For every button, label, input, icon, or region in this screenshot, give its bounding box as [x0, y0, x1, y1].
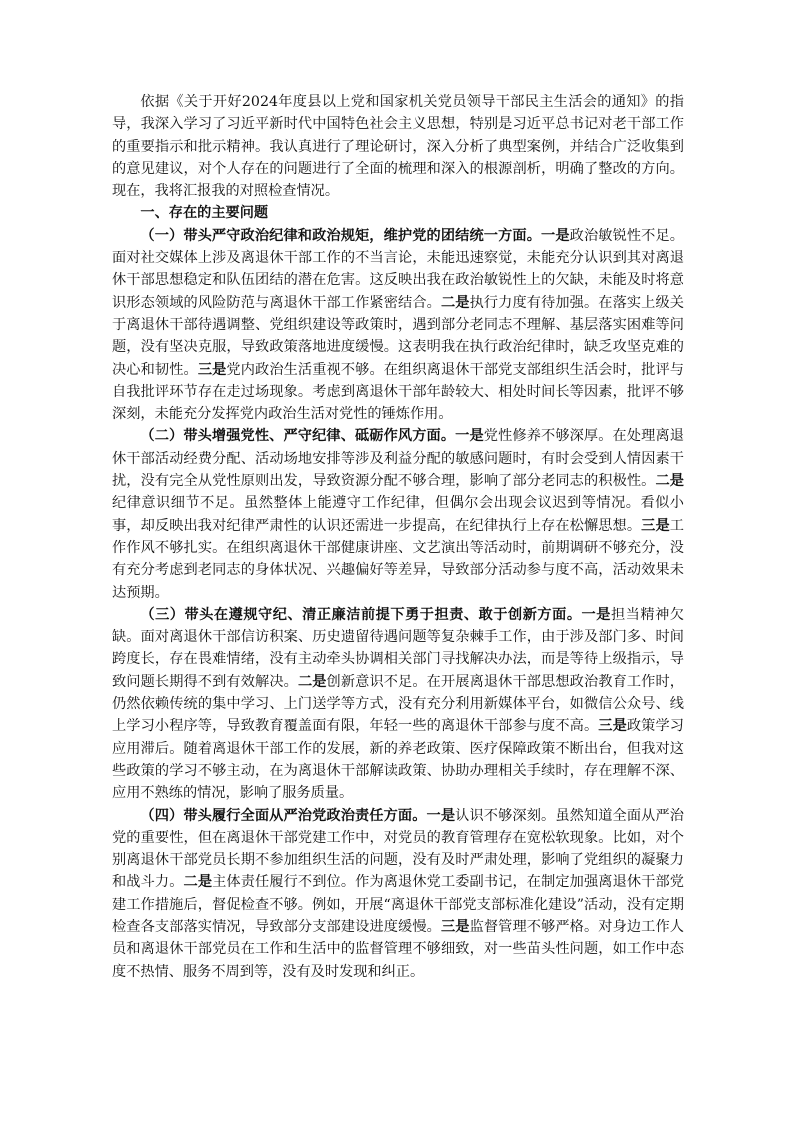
- section-3-paragraph: [112, 604, 684, 805]
- section-2-point-2-lead: 二是: [655, 473, 684, 490]
- section-4-paragraph: [112, 805, 684, 983]
- section-4-point-3-lead: 三是: [440, 918, 470, 935]
- document-page: [112, 91, 684, 983]
- section-1-point-3-text: 党内政治生活重视不够。在组织离退休干部党支部组织生活会时，批评与自我批评环节存在走过场现象。考虑到离退休干部年龄较大、相处时间长等因素，批评不够深刻，未能充分发挥党内政治生活对党性的锤炼作用。: [112, 361, 684, 423]
- section-1-point-2-lead: 二是: [440, 294, 470, 311]
- section-2-point-1-text: 党性修养不够深厚。在处理离退休干部活动经费分配、活动场地安排等涉及利益分配的敏感问题时，有时会受到人情因素干扰，没有完全从党性原则出发，导致资源分配不够合理，影响了部分老同志的积极性。: [112, 428, 684, 490]
- section-3-title: （三）带头在遵规守纪、清正廉洁前提下勇于担责、敢于创新方面。: [140, 606, 582, 623]
- section-heading: 一、存在的主要问题: [140, 205, 269, 222]
- section-2-point-3-lead: 三是: [641, 517, 670, 534]
- section-4-point-3-text: 监督管理不够严格。对身边工作人员和离退休干部党员在工作和生活中的监督管理不够细致，对一些苗头性问题，如工作中态度不热情、服务不周到等，没有及时发现和纠正。: [112, 918, 684, 980]
- section-3-point-3-lead: 三是: [598, 718, 627, 735]
- section-2-paragraph: [112, 425, 684, 603]
- section-1-paragraph: [112, 225, 684, 426]
- section-4-point-2-lead: 二是: [183, 874, 213, 891]
- section-3-point-2-text: 创新意识不足。在开展离退休干部思想政治教育工作时，仍然依赖传统的集中学习、上门送学等方式，没有充分利用新媒体平台，如微信公众号、线上学习小程序等，导致教育覆盖面有限，年轻一些的离退休干部参与度不高。: [112, 673, 684, 735]
- section-1-point-1-lead: 一是: [541, 227, 570, 244]
- section-3-point-1-text: 担当精神欠缺。面对离退休干部信访积案、历史遗留待遇问题等复杂棘手工作，由于涉及部门多、时间跨度长，存在畏难情绪，没有主动牵头协调相关部门寻找解决办法，而是等待上级指示，导致问题长期得不到有效解决。: [112, 606, 684, 690]
- section-2-title: （二）带头增强党性、严守纪律、砥砺作风方面。: [140, 428, 456, 445]
- section-4-title: （四）带头履行全面从严治党政治责任方面。: [140, 807, 427, 824]
- section-2-point-3-text: 工作作风不够扎实。在组织离退休干部健康讲座、文艺演出等活动时，前期调研不够充分，没有充分考虑到老同志的身体状况、兴趣偏好等差异，导致部分活动参与度不高，活动效果未达预期。: [112, 517, 684, 601]
- section-3-point-1-lead: 一是: [581, 606, 611, 623]
- section-1-title: （一）带头严守政治纪律和政治规矩，维护党的团结统一方面。: [140, 227, 542, 244]
- section-2-point-2-text: 纪律意识细节不足。虽然整体上能遵守工作纪律，但偶尔会出现会议迟到等情况。看似小事，却反映出我对纪律严肃性的认识还需进一步提高，在纪律执行上存在松懈思想。: [112, 495, 684, 534]
- section-4-point-1-lead: 一是: [426, 807, 456, 824]
- section-1-point-1-text: 政治敏锐性不足。面对社交媒体上涉及离退休干部工作的不当言论，未能迅速察觉，未能充分认识到其对离退休干部思想稳定和队伍团结的潜在危害。这反映出我在政治敏锐性上的欠缺，未能及时将意识形态领域的风险防范与离退休干部工作紧密结合。: [112, 227, 684, 311]
- section-3-point-3-text: 政策学习应用滞后。随着离退休干部工作的发展，新的养老政策、医疗保障政策不断出台，但我对这些政策的学习不够主动，在为离退休干部解读政策、协助办理相关手续时，存在理解不深、应用不熟练的情况，影响了服务质量。: [112, 718, 684, 802]
- section-2-point-1-lead: 一是: [455, 428, 484, 445]
- section-1-point-3-lead: 三是: [197, 361, 227, 378]
- section-4-point-1-text: 认识不够深刻。虽然知道全面从严治党的重要性，但在离退休干部党建工作中，对党员的教育管理存在宽松软现象。比如，对个别离退休干部党员长期不参加组织生活的问题，没有及时严肃处理，影响了党组织的凝聚力和战斗力。: [112, 807, 684, 891]
- intro-paragraph: 依据《关于开好2024年度县以上党和国家机关党员领导干部民主生活会的通知》的指导，我深入学习了习近平新时代中国特色社会主义思想，特别是习近平总书记对老干部工作的重要指示和批示精神。我认真进行了理论研讨，深入分析了典型案例，并结合广泛收集到的意见建议，对个人存在的问题进行了全面的梳理和深入的根源剖析，明确了整改的方向。现在，我将汇报我的对照检查情况。: [112, 94, 684, 200]
- section-1-point-2-text: 执行力度有待加强。在落实上级关于离退休干部待遇调整、党组织建设等政策时，遇到部分老同志不理解、基层落实困难等问题，没有坚决克服，导致政策落地进度缓慢。这表明我在执行政治纪律时，缺乏攻坚克难的决心和韧性。: [112, 294, 684, 378]
- section-3-point-2-lead: 二是: [297, 673, 327, 690]
- section-4-point-2-text: 主体责任履行不到位。作为离退休党工委副书记，在制定加强离退休干部党建工作措施后，督促检查不够。例如，开展“离退休干部党支部标准化建设”活动，没有定期检查各支部落实情况，导致部分支部建设进度缓慢。: [112, 874, 684, 935]
